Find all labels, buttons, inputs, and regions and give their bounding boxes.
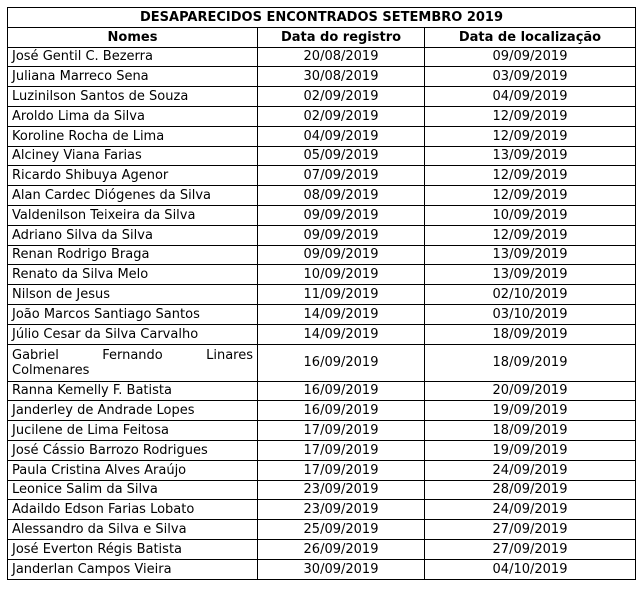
column-header-names: Nomes xyxy=(8,27,258,47)
registration-date-cell: 20/08/2019 xyxy=(258,47,425,67)
location-date-cell: 12/09/2019 xyxy=(425,166,636,186)
registration-date-cell: 09/09/2019 xyxy=(258,225,425,245)
person-name-cell: Aroldo Lima da Silva xyxy=(8,106,258,126)
registration-date-cell: 05/09/2019 xyxy=(258,146,425,166)
person-name-cell: Paula Cristina Alves Araújo xyxy=(8,460,258,480)
table-row xyxy=(8,166,636,186)
table-row xyxy=(8,401,636,421)
registration-date-cell: 23/09/2019 xyxy=(258,500,425,520)
registration-date-cell: 17/09/2019 xyxy=(258,421,425,441)
title-row xyxy=(8,8,636,28)
location-date-cell: 03/09/2019 xyxy=(425,67,636,87)
table-row xyxy=(8,225,636,245)
person-name-cell: Juliana Marreco Sena xyxy=(8,67,258,87)
registration-date-cell: 17/09/2019 xyxy=(258,460,425,480)
column-header-location-date: Data de localização xyxy=(425,27,636,47)
location-date-cell: 02/10/2019 xyxy=(425,285,636,305)
header-row xyxy=(8,27,636,47)
registration-date-cell: 30/08/2019 xyxy=(258,67,425,87)
table-row xyxy=(8,500,636,520)
registration-date-cell: 16/09/2019 xyxy=(258,401,425,421)
person-name-cell: Luzinilson Santos de Souza xyxy=(8,87,258,107)
location-date-cell: 12/09/2019 xyxy=(425,186,636,206)
table-row xyxy=(8,304,636,324)
table-row xyxy=(8,205,636,225)
location-date-cell: 13/09/2019 xyxy=(425,245,636,265)
location-date-cell: 10/09/2019 xyxy=(425,205,636,225)
table-row xyxy=(8,67,636,87)
person-name-cell: João Marcos Santiago Santos xyxy=(8,304,258,324)
location-date-cell: 12/09/2019 xyxy=(425,106,636,126)
location-date-cell: 19/09/2019 xyxy=(425,440,636,460)
table-row xyxy=(8,146,636,166)
table-row xyxy=(8,421,636,441)
registration-date-cell: 16/09/2019 xyxy=(258,381,425,401)
person-name-cell: Alessandro da Silva e Silva xyxy=(8,520,258,540)
person-name-cell: Leonice Salim da Silva xyxy=(8,480,258,500)
registration-date-cell: 10/09/2019 xyxy=(258,265,425,285)
location-date-cell: 19/09/2019 xyxy=(425,401,636,421)
registration-date-cell: 09/09/2019 xyxy=(258,205,425,225)
table-row xyxy=(8,344,636,381)
registration-date-cell: 04/09/2019 xyxy=(258,126,425,146)
registration-date-cell: 23/09/2019 xyxy=(258,480,425,500)
registration-date-cell: 02/09/2019 xyxy=(258,87,425,107)
table-row xyxy=(8,87,636,107)
person-name-cell: Júlio Cesar da Silva Carvalho xyxy=(8,324,258,344)
person-name-cell: José Gentil C. Bezerra xyxy=(8,47,258,67)
person-name-cell: José Everton Régis Batista xyxy=(8,539,258,559)
table-row xyxy=(8,285,636,305)
location-date-cell: 18/09/2019 xyxy=(425,421,636,441)
registration-date-cell: 02/09/2019 xyxy=(258,106,425,126)
person-name-cell: Janderley de Andrade Lopes xyxy=(8,401,258,421)
person-name-cell: Ranna Kemelly F. Batista xyxy=(8,381,258,401)
registration-date-cell: 17/09/2019 xyxy=(258,440,425,460)
location-date-cell: 09/09/2019 xyxy=(425,47,636,67)
person-name-cell: Gabriel Fernando Linares Colmenares xyxy=(8,344,258,381)
table-row xyxy=(8,480,636,500)
person-name-cell: Janderlan Campos Vieira xyxy=(8,559,258,579)
table-row xyxy=(8,520,636,540)
table-row xyxy=(8,47,636,67)
location-date-cell: 04/09/2019 xyxy=(425,87,636,107)
registration-date-cell: 07/09/2019 xyxy=(258,166,425,186)
person-name-cell: Renan Rodrigo Braga xyxy=(8,245,258,265)
location-date-cell: 24/09/2019 xyxy=(425,500,636,520)
location-date-cell: 04/10/2019 xyxy=(425,559,636,579)
location-date-cell: 18/09/2019 xyxy=(425,324,636,344)
table-row xyxy=(8,126,636,146)
registration-date-cell: 26/09/2019 xyxy=(258,539,425,559)
table-row xyxy=(8,106,636,126)
person-name-cell: Koroline Rocha de Lima xyxy=(8,126,258,146)
person-name-cell: Ricardo Shibuya Agenor xyxy=(8,166,258,186)
found-missing-persons-table xyxy=(7,7,636,580)
person-name-cell: Nilson de Jesus xyxy=(8,285,258,305)
registration-date-cell: 16/09/2019 xyxy=(258,344,425,381)
location-date-cell: 12/09/2019 xyxy=(425,126,636,146)
registration-date-cell: 11/09/2019 xyxy=(258,285,425,305)
location-date-cell: 13/09/2019 xyxy=(425,146,636,166)
table-row xyxy=(8,559,636,579)
table-row xyxy=(8,381,636,401)
location-date-cell: 27/09/2019 xyxy=(425,520,636,540)
location-date-cell: 27/09/2019 xyxy=(425,539,636,559)
person-name-cell: Alciney Viana Farias xyxy=(8,146,258,166)
location-date-cell: 20/09/2019 xyxy=(425,381,636,401)
table-row xyxy=(8,245,636,265)
location-date-cell: 13/09/2019 xyxy=(425,265,636,285)
person-name-cell: Alan Cardec Diógenes da Silva xyxy=(8,186,258,206)
location-date-cell: 28/09/2019 xyxy=(425,480,636,500)
registration-date-cell: 30/09/2019 xyxy=(258,559,425,579)
registration-date-cell: 08/09/2019 xyxy=(258,186,425,206)
person-name-cell: Adriano Silva da Silva xyxy=(8,225,258,245)
table-row xyxy=(8,265,636,285)
location-date-cell: 12/09/2019 xyxy=(425,225,636,245)
table-row xyxy=(8,539,636,559)
table-title: DESAPARECIDOS ENCONTRADOS SETEMBRO 2019 xyxy=(8,8,636,28)
person-name-cell: José Cássio Barrozo Rodrigues xyxy=(8,440,258,460)
location-date-cell: 18/09/2019 xyxy=(425,344,636,381)
table-row xyxy=(8,440,636,460)
table-row xyxy=(8,324,636,344)
person-name-cell: Jucilene de Lima Feitosa xyxy=(8,421,258,441)
registration-date-cell: 09/09/2019 xyxy=(258,245,425,265)
registration-date-cell: 14/09/2019 xyxy=(258,304,425,324)
location-date-cell: 24/09/2019 xyxy=(425,460,636,480)
location-date-cell: 03/10/2019 xyxy=(425,304,636,324)
person-name-cell: Valdenilson Teixeira da Silva xyxy=(8,205,258,225)
registration-date-cell: 14/09/2019 xyxy=(258,324,425,344)
table-row xyxy=(8,460,636,480)
registration-date-cell: 25/09/2019 xyxy=(258,520,425,540)
person-name-cell: Renato da Silva Melo xyxy=(8,265,258,285)
column-header-registration-date: Data do registro xyxy=(258,27,425,47)
person-name-cell: Adaildo Edson Farias Lobato xyxy=(8,500,258,520)
table-row xyxy=(8,186,636,206)
